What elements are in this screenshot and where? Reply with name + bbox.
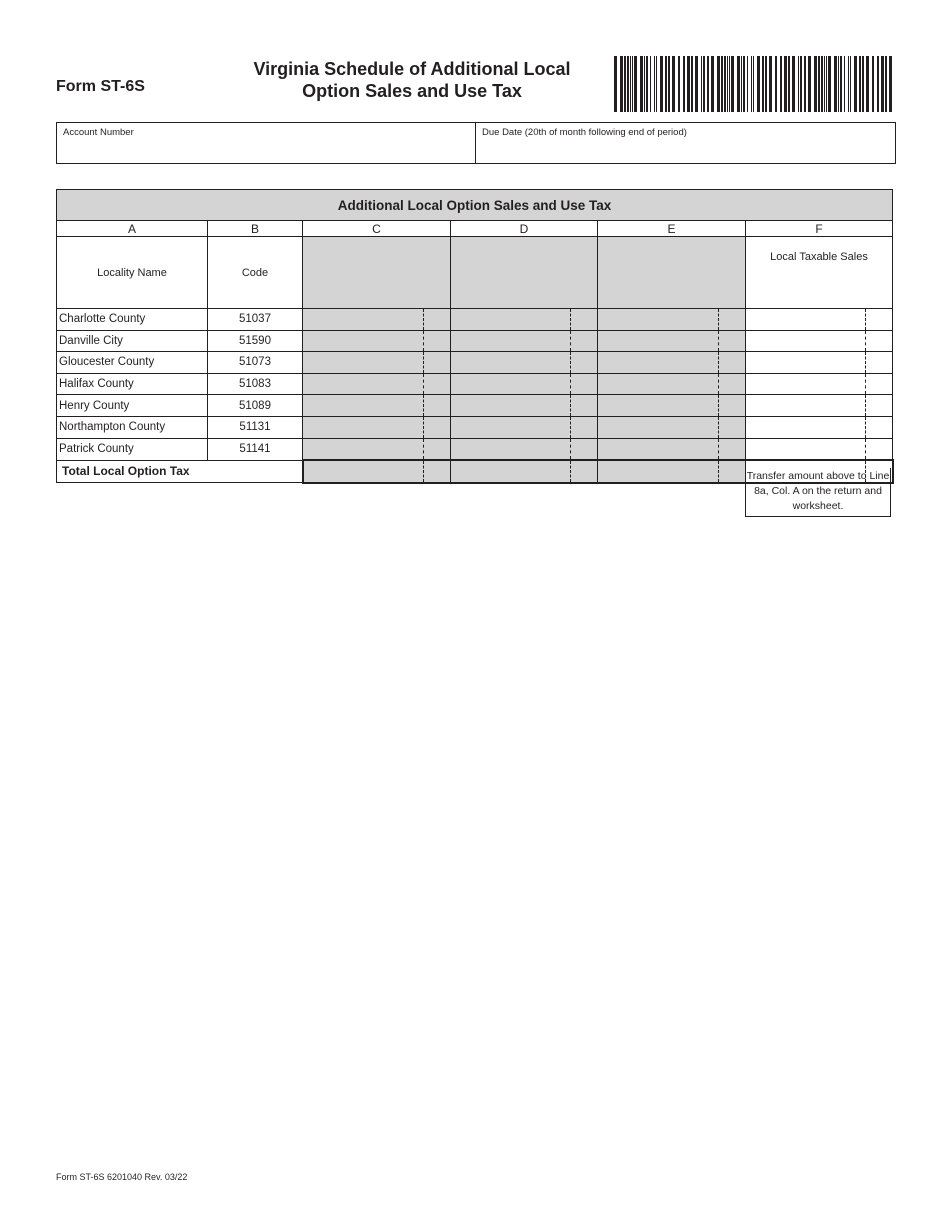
column-d-field[interactable] bbox=[451, 330, 598, 352]
column-d-field[interactable] bbox=[451, 395, 598, 417]
total-column-c-field[interactable] bbox=[303, 460, 451, 483]
locality-code: 51073 bbox=[208, 352, 303, 374]
column-d-field[interactable] bbox=[451, 352, 598, 374]
locality-code: 51590 bbox=[208, 330, 303, 352]
locality-name: Gloucester County bbox=[57, 352, 208, 374]
column-e-field[interactable] bbox=[598, 330, 746, 352]
account-info-box bbox=[56, 122, 896, 164]
due-date-cell bbox=[476, 123, 895, 163]
locality-code: 51083 bbox=[208, 373, 303, 395]
locality-name-header: Locality Name bbox=[57, 237, 208, 309]
column-d-input[interactable] bbox=[451, 439, 597, 460]
barcode bbox=[614, 56, 896, 112]
column-e-field[interactable] bbox=[598, 438, 746, 460]
table-row bbox=[57, 373, 893, 395]
schedule-title: Additional Local Option Sales and Use Tax bbox=[57, 190, 893, 221]
column-e-input[interactable] bbox=[598, 309, 745, 330]
column-e-input[interactable] bbox=[598, 439, 745, 460]
locality-code: 51037 bbox=[208, 309, 303, 331]
table-row bbox=[57, 438, 893, 460]
column-c-field[interactable] bbox=[303, 438, 451, 460]
column-c-field[interactable] bbox=[303, 395, 451, 417]
locality-code: 51089 bbox=[208, 395, 303, 417]
code-header: Code bbox=[208, 237, 303, 309]
column-c-field[interactable] bbox=[303, 416, 451, 438]
column-c-input[interactable] bbox=[303, 417, 450, 438]
column-c-input[interactable] bbox=[303, 352, 450, 373]
local-taxable-sales-input[interactable] bbox=[746, 395, 892, 416]
account-number-cell bbox=[57, 123, 476, 163]
table-row bbox=[57, 330, 893, 352]
column-c-field[interactable] bbox=[303, 373, 451, 395]
column-header-row bbox=[57, 237, 893, 309]
account-number-input[interactable] bbox=[63, 142, 469, 160]
column-c-field[interactable] bbox=[303, 309, 451, 331]
column-e-input[interactable] bbox=[598, 352, 745, 373]
locality-name: Halifax County bbox=[57, 373, 208, 395]
column-d-input[interactable] bbox=[451, 309, 597, 330]
local-taxable-sales-input[interactable] bbox=[746, 352, 892, 373]
local-taxable-sales-input[interactable] bbox=[746, 417, 892, 438]
local-taxable-sales-field[interactable] bbox=[746, 309, 893, 331]
column-c-input[interactable] bbox=[303, 309, 450, 330]
column-c-header bbox=[303, 237, 451, 309]
local-taxable-sales-header: Local Taxable Sales bbox=[746, 237, 893, 309]
column-d-input[interactable] bbox=[451, 417, 597, 438]
page-title bbox=[232, 58, 592, 102]
column-e-input[interactable] bbox=[598, 331, 745, 352]
column-d-field[interactable] bbox=[451, 373, 598, 395]
column-d-field[interactable] bbox=[451, 438, 598, 460]
total-column-e-input[interactable] bbox=[598, 461, 745, 482]
column-e-field[interactable] bbox=[598, 395, 746, 417]
column-d-header bbox=[451, 237, 598, 309]
column-c-field[interactable] bbox=[303, 352, 451, 374]
local-taxable-sales-field[interactable] bbox=[746, 395, 893, 417]
column-c-input[interactable] bbox=[303, 395, 450, 416]
column-e-header bbox=[598, 237, 746, 309]
table-row bbox=[57, 352, 893, 374]
column-e-field[interactable] bbox=[598, 373, 746, 395]
locality-code: 51141 bbox=[208, 438, 303, 460]
column-e-field[interactable] bbox=[598, 309, 746, 331]
title-line-1: Virginia Schedule of Additional Local bbox=[253, 59, 571, 79]
local-taxable-sales-input[interactable] bbox=[746, 439, 892, 460]
table-row bbox=[57, 395, 893, 417]
column-c-input[interactable] bbox=[303, 331, 450, 352]
column-e-input[interactable] bbox=[598, 417, 745, 438]
table-row bbox=[57, 309, 893, 331]
locality-code: 51131 bbox=[208, 416, 303, 438]
column-letter-f: F bbox=[746, 221, 893, 237]
table-row bbox=[57, 416, 893, 438]
column-letter-c: C bbox=[303, 221, 451, 237]
locality-name: Charlotte County bbox=[57, 309, 208, 331]
total-column-e-field[interactable] bbox=[598, 460, 746, 483]
form-id: Form ST-6S bbox=[56, 78, 145, 95]
footer-form-info: Form ST-6S 6201040 Rev. 03/22 bbox=[56, 1172, 188, 1182]
local-taxable-sales-input[interactable] bbox=[746, 309, 892, 330]
due-date-label: Due Date (20th of month following end of period) bbox=[482, 127, 687, 138]
due-date-input[interactable] bbox=[482, 142, 889, 160]
total-column-c-input[interactable] bbox=[304, 461, 451, 482]
column-d-input[interactable] bbox=[451, 374, 597, 395]
account-number-label: Account Number bbox=[63, 127, 134, 138]
schedule-table bbox=[56, 189, 894, 484]
column-d-field[interactable] bbox=[451, 309, 598, 331]
locality-name: Danville City bbox=[57, 330, 208, 352]
locality-name: Henry County bbox=[57, 395, 208, 417]
column-e-field[interactable] bbox=[598, 416, 746, 438]
transfer-note: Transfer amount above to Line 8a, Col. A on the return and worksheet. bbox=[745, 468, 891, 517]
local-taxable-sales-input[interactable] bbox=[746, 331, 892, 352]
column-e-input[interactable] bbox=[598, 374, 745, 395]
column-letter-b: B bbox=[208, 221, 303, 237]
title-line-2: Option Sales and Use Tax bbox=[302, 81, 522, 101]
locality-name: Northampton County bbox=[57, 416, 208, 438]
column-c-input[interactable] bbox=[303, 439, 450, 460]
total-column-d-field[interactable] bbox=[451, 460, 598, 483]
total-column-d-input[interactable] bbox=[451, 461, 597, 482]
column-c-input[interactable] bbox=[303, 374, 450, 395]
local-taxable-sales-field[interactable] bbox=[746, 373, 893, 395]
local-taxable-sales-field[interactable] bbox=[746, 438, 893, 460]
column-letter-row bbox=[57, 221, 893, 237]
local-taxable-sales-input[interactable] bbox=[746, 374, 892, 395]
column-letter-d: D bbox=[451, 221, 598, 237]
column-d-input[interactable] bbox=[451, 352, 597, 373]
local-taxable-sales-field[interactable] bbox=[746, 352, 893, 374]
column-e-field[interactable] bbox=[598, 352, 746, 374]
column-d-field[interactable] bbox=[451, 416, 598, 438]
total-label: Total Local Option Tax bbox=[57, 460, 303, 483]
local-taxable-sales-field[interactable] bbox=[746, 330, 893, 352]
locality-name: Patrick County bbox=[57, 438, 208, 460]
column-e-input[interactable] bbox=[598, 395, 745, 416]
column-letter-a: A bbox=[57, 221, 208, 237]
column-c-field[interactable] bbox=[303, 330, 451, 352]
column-letter-e: E bbox=[598, 221, 746, 237]
column-d-input[interactable] bbox=[451, 331, 597, 352]
local-taxable-sales-field[interactable] bbox=[746, 416, 893, 438]
column-d-input[interactable] bbox=[451, 395, 597, 416]
